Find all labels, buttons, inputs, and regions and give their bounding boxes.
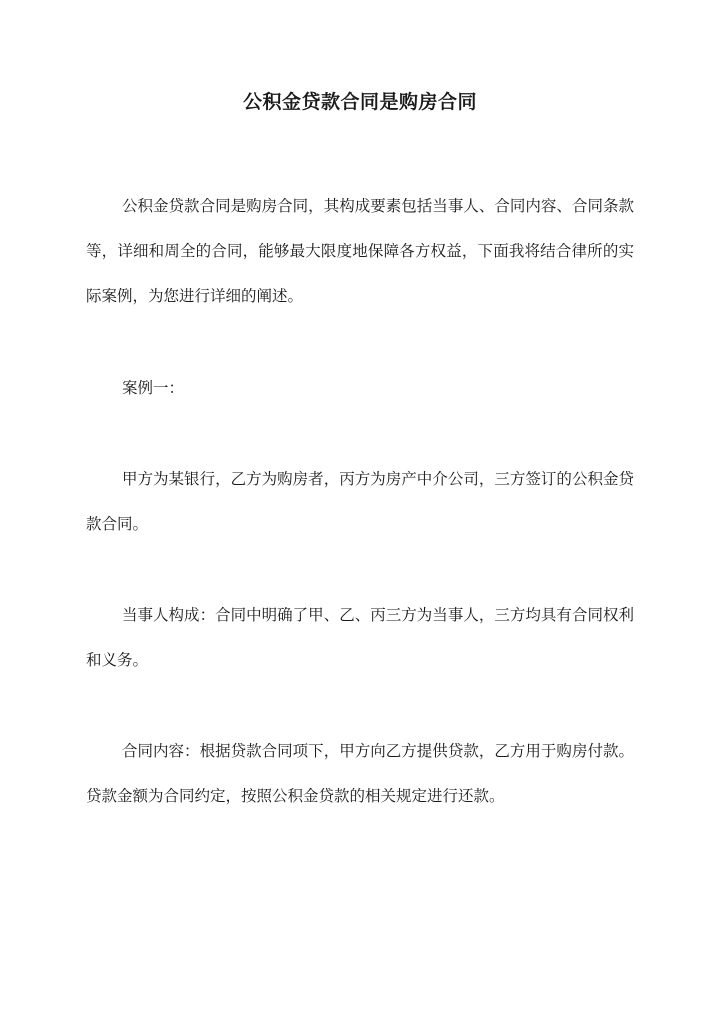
document-title: 公积金贷款合同是购房合同 xyxy=(242,91,477,113)
parties-paragraph: 甲方为某银行，乙方为购房者，丙方为房产中介公司，三方签订的公积金贷款合同。 xyxy=(86,470,634,533)
contract-content-paragraph: 合同内容：根据贷款合同项下，甲方向乙方提供贷款，乙方用于购房付款。贷款金额为合同约定，按照公积金贷款的相关规定进行还款。 xyxy=(86,742,634,805)
intro-paragraph: 公积金贷款合同是购房合同，其构成要素包括当事人、合同内容、合同条款等，详细和周全的合同，能够最大限度地保障各方权益，下面我将结合律所的实际案例，为您进行详细的阐述。 xyxy=(86,197,634,305)
case-heading: 案例一： xyxy=(122,379,185,397)
party-composition-paragraph: 当事人构成：合同中明确了甲、乙、丙三方为当事人，三方均具有合同权利和义务。 xyxy=(86,606,634,669)
